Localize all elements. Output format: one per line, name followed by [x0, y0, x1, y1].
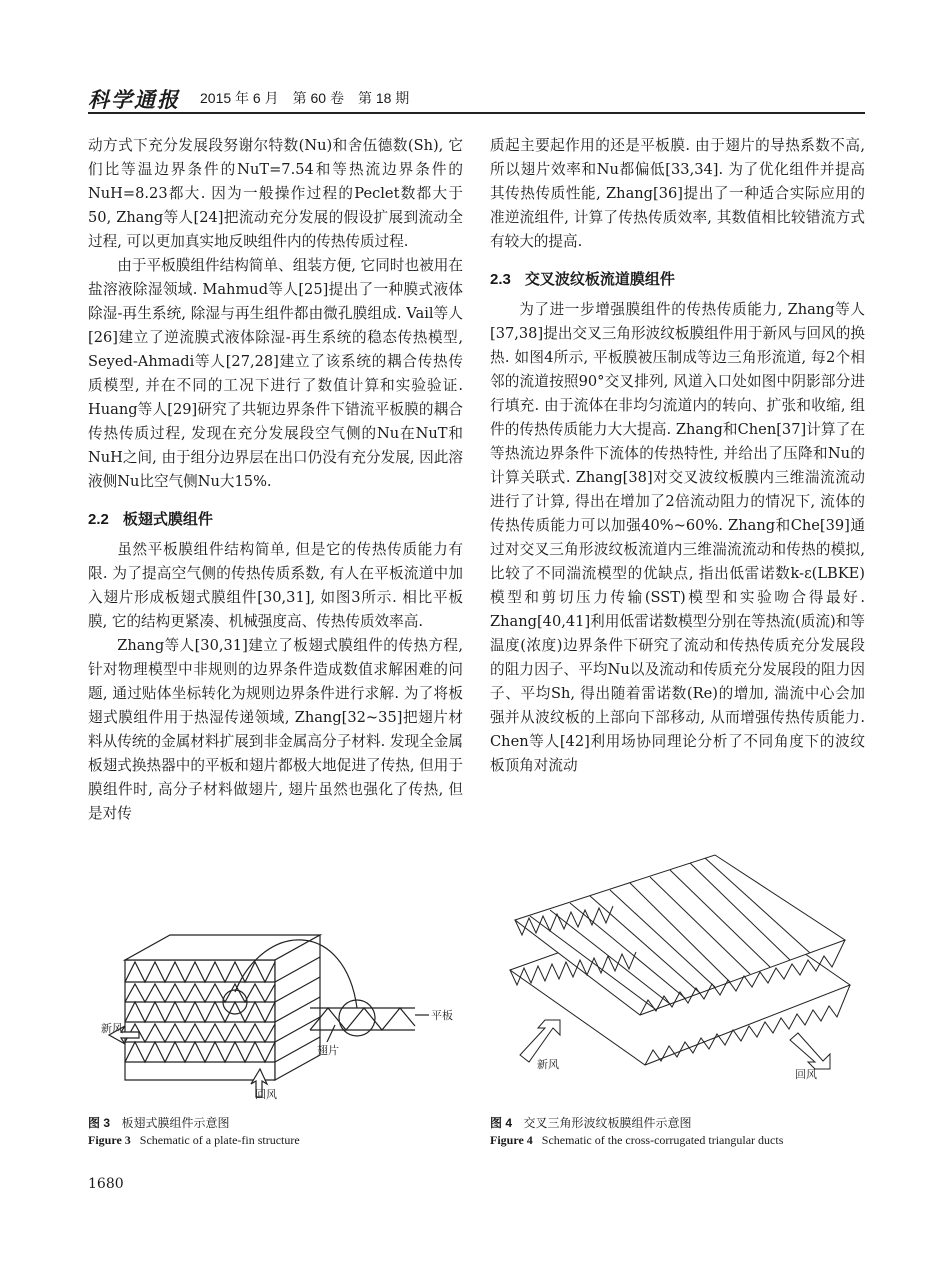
issue-info: 2015 年 6 月 第 60 卷 第 18 期: [200, 90, 410, 106]
section-number: 2.2: [88, 511, 109, 528]
left-paragraph-2: 由于平板膜组件结构简单、组装方便, 它同时也被用在盐溶液除湿领域. Mahmud等人[25]提出了一种膜式液体除湿-再生系统, 除湿与再生组件都由微孔膜组成. Vail等人[26]建立了逆流膜式液体除湿-再生系统的稳态传热模型, Seyed-Ahmadi等人[27,28]建立了该系统的耦合传热传质模型, 并在不同的工况下进行了数值计算和实验验证. Huang等人[29]研究了共轭边界条件下错流平板膜的耦合传热传质过程, 发现在充分发展段空气侧的Nu在NuT和NuH之间, 由于组分边界层在出口仍没有充分发展, 因此溶液侧Nu比空气侧Nu大15%.: [88, 257, 463, 490]
section-2-2-heading: [88, 508, 463, 532]
left-column: [88, 134, 463, 826]
section-number: 2.3: [490, 271, 511, 288]
fig4-caption-zh: 交叉三角形波纹板膜组件示意图: [523, 1116, 692, 1130]
left-paragraph-1: 动方式下充分发展段努谢尔特数(Nu)和舍伍德数(Sh), 它们比等温边界条件的NuT=7.54和等热流边界条件的NuH=8.23都大. 因为一般操作过程的Peclet数都大于50, Zhang等人[24]把流动充分发展的假设扩展到流动全过程, 可以更加真实地反映组件内的传热传质过程.: [88, 137, 463, 250]
fig4-return-air-label: 回风: [795, 1069, 817, 1081]
fig3-fin-label: 翅片: [317, 1045, 339, 1057]
fig4-fresh-air-label: 新风: [537, 1059, 559, 1071]
header-rule: [88, 112, 865, 114]
figure-4-caption: [490, 1115, 783, 1149]
page-header: [88, 84, 863, 110]
fig4-caption-number-en: Figure 4: [490, 1133, 533, 1147]
fig3-caption-number-en: Figure 3: [88, 1133, 131, 1147]
fig3-caption-number: 图 3: [88, 1116, 111, 1130]
page-number: 1680: [88, 1176, 124, 1192]
figure-3-caption: [88, 1115, 300, 1149]
left-paragraph-4: Zhang等人[30,31]建立了板翅式膜组件的传热方程, 针对物理模型中非规则的边界条件造成数值求解困难的问题, 通过贴体坐标转化为规则边界条件进行求解. 为了将板翅式膜组件用于热湿传递领域, Zhang[32~35]把翅片材料从传统的金属材料扩展到非金属高分子材料. 发现全金属板翅式换热器中的平板和翅片都极大地促进了传热, 但用于膜组件时, 高分子材料做翅片, 翅片虽然也强化了传热, 但是对传: [88, 637, 463, 822]
right-paragraph-1: 质起主要起作用的还是平板膜. 由于翅片的导热系数不高, 所以翅片效率和Nu都偏低[33,34]. 为了优化组件并提高其传热传质性能, Zhang[36]提出了一种适合实际应用的准逆流组件, 计算了传热传质效率, 其数值相比较错流方式有较大的提高.: [490, 137, 865, 250]
journal-title: 科学通报: [88, 87, 180, 112]
left-paragraph-3: 虽然平板膜组件结构简单, 但是它的传热传质能力有限. 为了提高空气侧的传热传质系数, 有人在平板流道中加入翅片形成板翅式膜组件[30,31], 如图3所示. 相比平板膜, 它的结构更紧凑、机械强度高、传热传质效率高.: [88, 541, 463, 630]
section-2-3-heading: [490, 268, 865, 292]
section-title: 交叉波纹板流道膜组件: [524, 271, 675, 288]
figure-3-plate-fin-diagram: [95, 930, 465, 1105]
fig4-caption-en: Schematic of the cross-corrugated triangular ducts: [541, 1133, 784, 1147]
right-column: [490, 134, 865, 778]
fig4-caption-number: 图 4: [490, 1116, 513, 1130]
fig3-plate-label: 平板: [431, 1010, 453, 1022]
fig3-caption-en: Schematic of a plate-fin structure: [139, 1133, 300, 1147]
fig3-fresh-air-label: 新风: [101, 1023, 123, 1035]
fig3-caption-zh: 板翅式膜组件示意图: [121, 1116, 230, 1130]
section-title: 板翅式膜组件: [122, 511, 213, 528]
figure-4-cross-corrugated-diagram: [505, 850, 865, 1090]
fig3-return-air-label: 回风: [255, 1089, 277, 1101]
right-paragraph-2: 为了进一步增强膜组件的传热传质能力, Zhang等人[37,38]提出交叉三角形波纹板膜组件用于新风与回风的换热. 如图4所示, 平板膜被压制成等边三角形流道, 每2个相邻的流道按照90°交叉排列, 风道入口处如图中阴影部分进行填充. 由于流体在非均匀流道内的转向、扩张和收缩, 组件的传热传质能力大大提高. Zhang和Chen[37]计算了在等热流边界条件下流体的传热特性, 并给出了压降和Nu的计算关联式. Zhang[38]对交叉波纹板膜内三维湍流流动进行了计算, 得出在增加了2倍流动阻力的情况下, 流体的传热传质能力可以加强40%~60%. Zhang和Che[39]通过对交叉三角形波纹板流道内三维湍流流动和传热的模拟, 比较了不同湍流模型的优缺点, 指出低雷诺数k-ε(LBKE)模型和剪切压力传输(SST)模型和实验吻合得最好. Zhang[40,41]利用低雷诺数模型分别在等热流(质流)和等温度(浓度)边界条件下研究了流动和传热传质充分发展段的阻力因子、平均Nu以及流动和传质充分发展段的阻力因子、平均Sh, 得出随着雷诺数(Re)的增加, 湍流中心会加强并从波纹板的上部向下部移动, 从而增强传热传质能力. Chen等人[42]利用场协同理论分析了不同角度下的波纹板顶角对流动: [490, 301, 865, 774]
